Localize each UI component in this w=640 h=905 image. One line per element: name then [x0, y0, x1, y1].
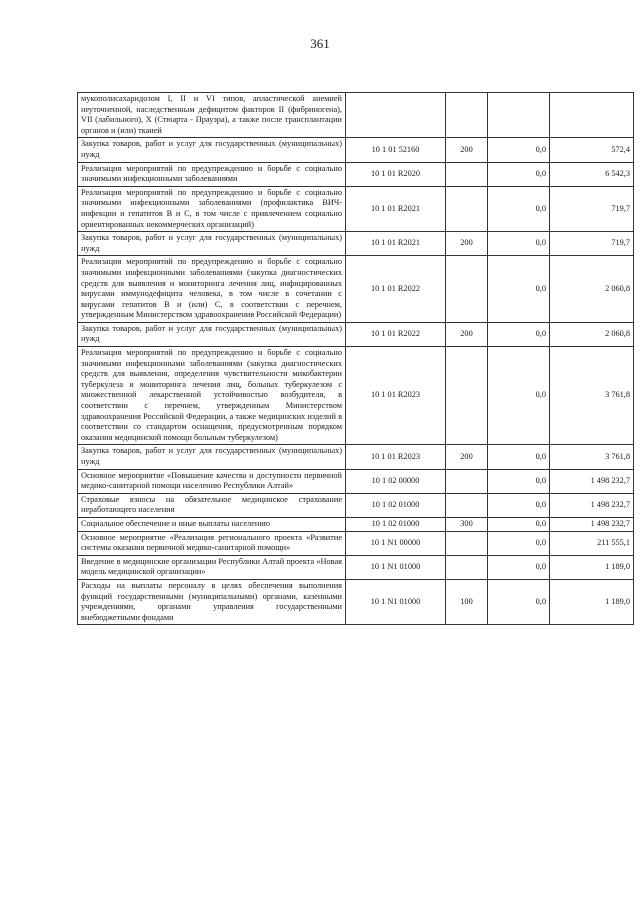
row-amount-1: 0,0 — [488, 347, 550, 445]
table-row — [78, 517, 634, 531]
row-amount-2: 1 189,0 — [550, 555, 634, 579]
row-code: 10 1 02 01000 — [346, 493, 446, 517]
row-amount-1: 0,0 — [488, 579, 550, 624]
row-name: Введение в медицинские организации Республики Алтай проекта «Новая модель медицинской организации» — [78, 555, 346, 579]
row-expense-type — [446, 256, 488, 323]
row-amount-2: 572,4 — [550, 138, 634, 162]
row-amount-2: 3 761,8 — [550, 347, 634, 445]
row-name: Реализация мероприятий по предупреждению и борьбе с социально значимыми инфекционными заболеваниями (профилактика ВИЧ-инфекции и гепатитов B и C, в том числе с привлечением социально ориентированных некоммерческих организаций) — [78, 186, 346, 231]
row-amount-2: 1 498 232,7 — [550, 469, 634, 493]
row-expense-type — [446, 493, 488, 517]
row-code: 10 1 02 01000 — [346, 517, 446, 531]
table-row — [78, 469, 634, 493]
row-expense-type — [446, 93, 488, 138]
row-name: Реализация мероприятий по предупреждению и борьбе с социально значимыми инфекционными заболеваниями (закупка диагностических средств для выявления, определения чувствительности микобактерии туберкулеза и мониторинга лечения лиц, больных туберкулезом с множественной лекарственной устойчивостью возбудителя, в соответствии с перечнем, утвержденным Министерством здравоохранения Российской Федерации, а также медицинских изделий в соответствии со стандартом оснащения, предусмотренным порядком оказания медицинской помощи больным туберкулезом) — [78, 347, 346, 445]
table-row — [78, 579, 634, 624]
row-amount-1: 0,0 — [488, 322, 550, 346]
row-code: 10 1 01 R2021 — [346, 186, 446, 231]
row-amount-2 — [550, 93, 634, 138]
row-expense-type: 200 — [446, 445, 488, 469]
row-amount-2: 2 060,8 — [550, 256, 634, 323]
table-row — [78, 347, 634, 445]
row-amount-1: 0,0 — [488, 445, 550, 469]
row-code: 10 1 01 R2023 — [346, 445, 446, 469]
row-expense-type — [446, 555, 488, 579]
row-name: Основное мероприятие «Повышение качества и доступности первичной медико-санитарной помощи населению Республики Алтай» — [78, 469, 346, 493]
row-code: 10 1 02 00000 — [346, 469, 446, 493]
row-name: Закупка товаров, работ и услуг для государственных (муниципальных) нужд — [78, 232, 346, 256]
row-amount-1: 0,0 — [488, 555, 550, 579]
row-amount-2: 1 498 232,7 — [550, 493, 634, 517]
table-row — [78, 445, 634, 469]
row-name: Основное мероприятие «Реализация регионального проекта «Развитие системы оказания первичной медико-санитарной помощи» — [78, 531, 346, 555]
row-expense-type — [446, 531, 488, 555]
table-row — [78, 555, 634, 579]
row-code: 10 1 01 R2022 — [346, 322, 446, 346]
row-amount-2: 3 761,8 — [550, 445, 634, 469]
row-amount-2: 1 498 232,7 — [550, 517, 634, 531]
row-expense-type — [446, 162, 488, 186]
table-row — [78, 322, 634, 346]
table-row — [78, 186, 634, 231]
row-name: Реализация мероприятий по предупреждению и борьбе с социально значимыми инфекционными заболеваниями (закупка диагностических средств для выявления и мониторинга лечения лиц, инфицированных вирусами иммунодефицита человека, в том числе в сочетании с вирусами гепатитов B и (или) C, в соответствии с перечнем, утвержденным Министерством здравоохранения Российской Федерации) — [78, 256, 346, 323]
row-name: Расходы на выплаты персоналу в целях обеспечения выполнения функций государственными (муниципальными) органами, казенными учреждениями, органами управления государственными внебюджетными фондами — [78, 579, 346, 624]
row-amount-2: 719,7 — [550, 232, 634, 256]
row-amount-1: 0,0 — [488, 531, 550, 555]
table-row — [78, 162, 634, 186]
row-amount-2: 211 555,1 — [550, 531, 634, 555]
row-amount-1: 0,0 — [488, 469, 550, 493]
row-amount-1: 0,0 — [488, 232, 550, 256]
row-expense-type — [446, 347, 488, 445]
row-code: 10 1 01 52160 — [346, 138, 446, 162]
row-expense-type: 200 — [446, 322, 488, 346]
row-expense-type: 300 — [446, 517, 488, 531]
row-code: 10 1 01 R2022 — [346, 256, 446, 323]
row-amount-1: 0,0 — [488, 138, 550, 162]
row-code — [346, 93, 446, 138]
row-amount-1: 0,0 — [488, 517, 550, 531]
row-code: 10 1 01 R2023 — [346, 347, 446, 445]
row-name: Закупка товаров, работ и услуг для государственных (муниципальных) нужд — [78, 322, 346, 346]
budget-table — [77, 92, 634, 625]
table-row — [78, 493, 634, 517]
row-amount-2: 2 060,8 — [550, 322, 634, 346]
row-name: Социальное обеспечение и иные выплаты населению — [78, 517, 346, 531]
row-amount-1: 0,0 — [488, 162, 550, 186]
row-name: Реализация мероприятий по предупреждению и борьбе с социально значимыми инфекционными заболеваниями — [78, 162, 346, 186]
row-expense-type: 200 — [446, 232, 488, 256]
table-row — [78, 232, 634, 256]
table-row — [78, 256, 634, 323]
row-amount-2: 1 189,0 — [550, 579, 634, 624]
row-name: Закупка товаров, работ и услуг для государственных (муниципальных) нужд — [78, 445, 346, 469]
row-amount-1: 0,0 — [488, 493, 550, 517]
row-expense-type — [446, 186, 488, 231]
row-code: 10 1 01 R2020 — [346, 162, 446, 186]
table-row — [78, 138, 634, 162]
row-amount-1: 0,0 — [488, 256, 550, 323]
row-expense-type: 200 — [446, 138, 488, 162]
table-row — [78, 531, 634, 555]
row-expense-type: 100 — [446, 579, 488, 624]
row-name: Закупка товаров, работ и услуг для государственных (муниципальных) нужд — [78, 138, 346, 162]
row-expense-type — [446, 469, 488, 493]
row-amount-2: 6 542,3 — [550, 162, 634, 186]
row-amount-1 — [488, 93, 550, 138]
page-number: 361 — [310, 36, 330, 51]
row-code: 10 1 N1 01000 — [346, 555, 446, 579]
row-amount-1: 0,0 — [488, 186, 550, 231]
row-name: мукополисахаридозом I, II и VI типов, апластической анемией неуточненной, наследственным дефицитом факторов II (фибриногена), VII (лабильного), X (Стюарта - Прауэра), а также после трансплантации органов и (или) тканей — [78, 93, 346, 138]
row-name: Страховые взносы на обязательное медицинское страхование неработающего населения — [78, 493, 346, 517]
row-code: 10 1 N1 01000 — [346, 579, 446, 624]
table-row — [78, 93, 634, 138]
row-code: 10 1 01 R2021 — [346, 232, 446, 256]
row-code: 10 1 N1 00000 — [346, 531, 446, 555]
row-amount-2: 719,7 — [550, 186, 634, 231]
